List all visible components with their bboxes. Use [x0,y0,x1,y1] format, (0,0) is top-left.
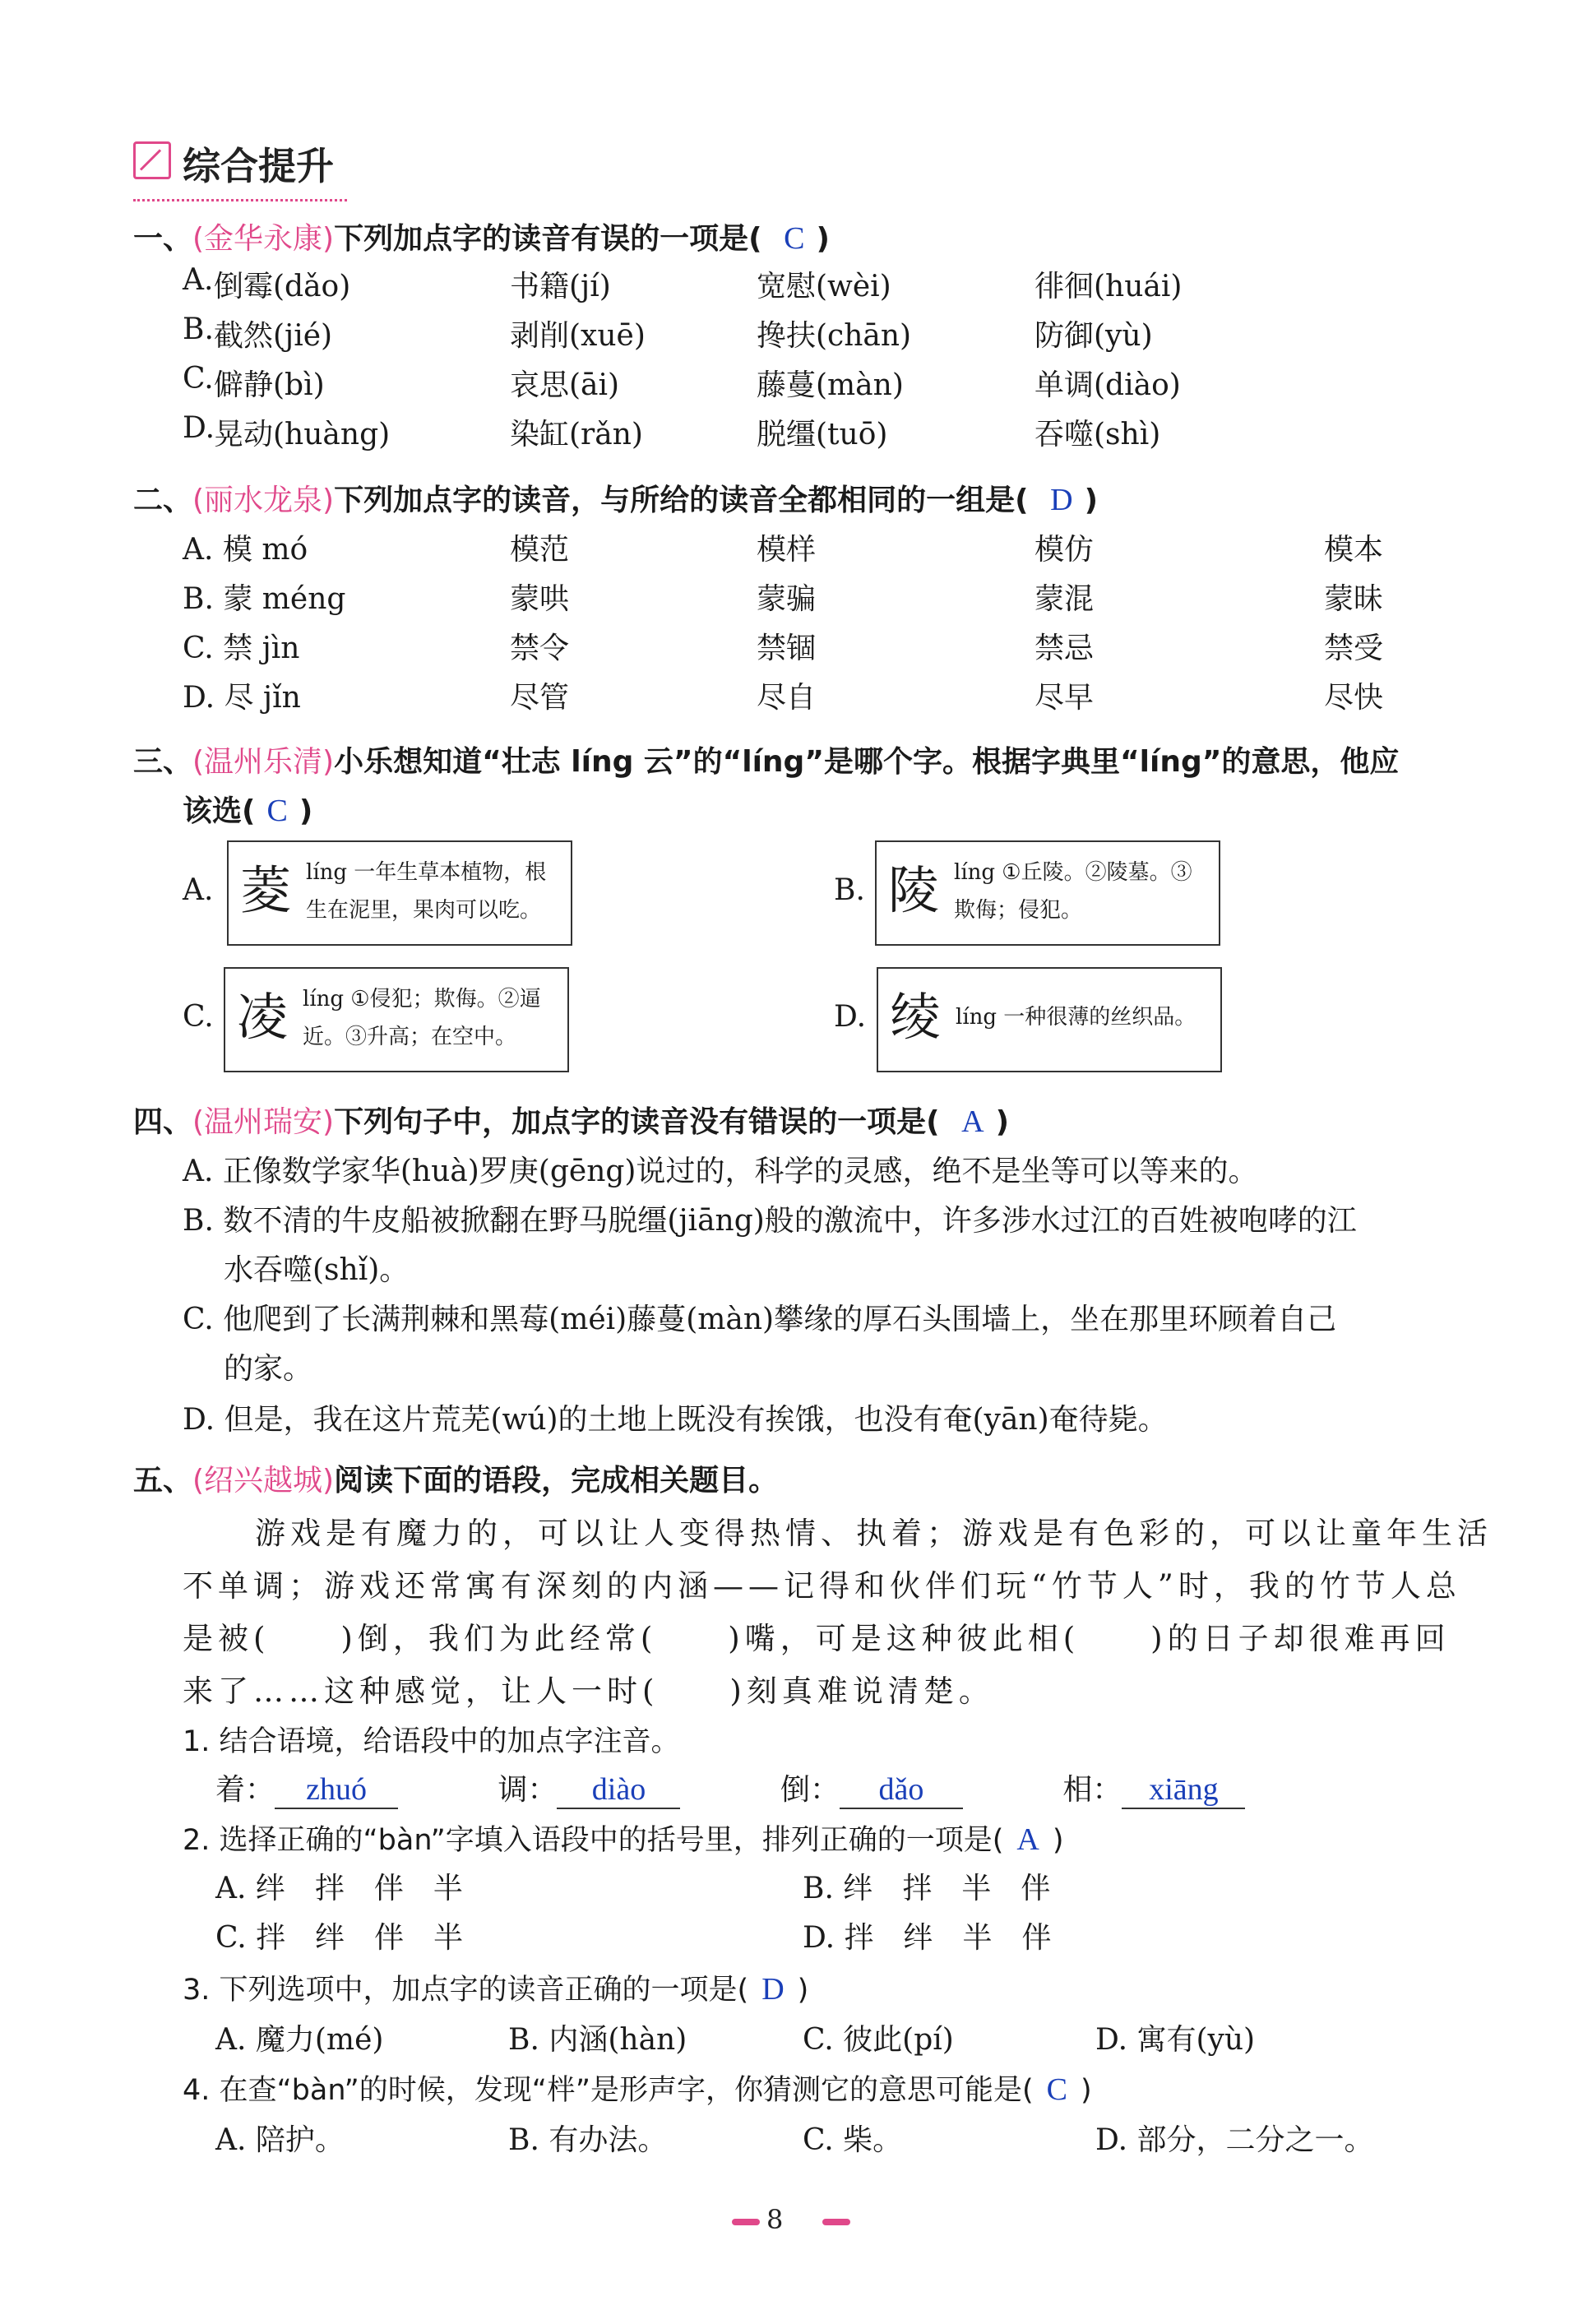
page-number-right-bar [822,2219,850,2225]
q5-stem: 五、(绍兴越城)阅读下面的语段，完成相关题目。 [133,1464,779,1498]
dict-entry-d: 绫 líng 一种很薄的丝织品。 [877,967,1222,1072]
dict-entry-a: 菱 líng 一年生草本植物，根生在泥里，果肉可以吃。 [227,840,572,946]
q4-answer: A [961,1104,984,1139]
q5-sub2-answer: A [1016,1822,1039,1857]
q5-sub3-stem: 3. 下列选项中，加点字的读音正确的一项是( D ) [183,1972,809,2007]
section-title: 综合提升 [183,144,334,188]
pencil-note-icon [133,141,171,179]
q5-sub4-stem: 4. 在查“bàn”的时候，发现“柈”是形声字，你猜测它的意思可能是( C ) [183,2072,1092,2107]
q5-sub2-stem: 2. 选择正确的“bàn”字填入语段中的括号里，排列正确的一项是( A ) [183,1822,1064,1857]
q5-sub3-answer: D [761,1972,785,2007]
q3-stem-line2: 该选( C ) [183,794,313,828]
page-number: 8 [766,2204,784,2235]
q3-stem: 三、(温州乐清)小乐想知道“壮志 líng 云”的“líng”是哪个字。根据字典里“líng”的意思，他应 [133,745,1400,779]
q5-sub1-stem: 1. 结合语境，给语段中的加点字注音。 [183,1725,680,1758]
q5-sub4-answer: C [1046,2072,1067,2107]
page-number-left-bar [732,2219,760,2225]
dict-entry-b: 陵 líng ①丘陵。②陵墓。③欺侮；侵犯。 [875,840,1220,946]
q1-answer: C [784,221,805,256]
q3-answer: C [266,794,288,828]
worksheet-page: 综合提升 一、(金华永康)下列加点字的读音有误的一项是( C ) A. 倒霉(dǎo) 书籍(jí) 宽慰(wèi) 徘徊(huái) B. 截然(jié) 剥削(xuē) 搀扶(chān) 防御(yù) C. 僻静(bì) 哀思(āi) 藤蔓(màn) 单调(diào) D. 晃动(huàng) 染缸(rǎn) 脱缰(tuō) 吞噬(shì) 二、(丽水龙泉)下列加点字的读音，与所给的读音全都相同的一组是( D ) A. 模 mó 模范 模样 模仿 模本 B. 蒙 méng 蒙哄 蒙骗 蒙混 蒙昧 C. 禁 jìn 禁令 禁锢 禁忌 禁受 D. 尽 jǐn 尽管 尽自 尽早 尽快 三、(温州乐清)小乐想知道“壮志 líng 云”的“líng”是哪个字。根据字典里“líng”的意思，他应 该选( C ) A. 菱 líng 一年生草本植物，根生在泥里，果肉可以吃。 B. 陵 líng ①丘陵。②陵墓。③欺侮；侵犯。 C. 凌 líng ①侵犯；欺侮。②逼近。③升高；在空中。 D. 绫 líng 一种很薄的丝织品。 四、(温州瑞安)下列句子中，加点字的读音没有错误的一项是( A ) A. 正像数学家华(huà)罗庚(gēng)说过的，科学的灵感，绝不是坐等可以等来的。 B. 数不清的牛皮船被掀翻在野马脱缰(jiāng)般的激流中，许多涉水过江的百姓被咆哮的江 水吞噬(shǐ)。 C. 他爬到了长满荆棘和黑莓(méi)藤蔓(màn)攀缘的厚石头围墙上，坐在那里环顾着自己 的家。 D. 但是，我在这片荒芜(wú)的土地上既没有挨饿，也没有奄(yān)奄待毙。 五、(绍兴越城)阅读下面的语段，完成相关题目。 游戏是有魔力的，可以让人变得热情、执着；游戏是有色彩的，可以让童年生活 不单调；游戏还常寓有深刻的内涵——记得和伙伴们玩“竹节人”时，我的竹节人总 是被( )倒，我们为此经常( )嘴，可是这种彼此相( )的日子却很难再回 来了……这种感觉，让人一时( )刻真难说清楚。 1. 结合语境，给语段中的加点字注音。 着： zhuó 调： diào 倒： dǎo 相： xiāng 2. 选择正确的“bàn”字填入语段中的括号里，排列正确的一项是( A ) A. 绊 拌 伴 半 B. 绊 拌 半 伴 C. 拌 绊 伴 半 D. 拌 绊 半 伴 3. 下列选项中，加点字的读音正确的一项是( D ) A. 魔力(mé) B. 内涵(hàn) C. 彼此(pí) D. 寓有(yù) 4. 在查“bàn”的时候，发现“柈”是形声字，你猜测它的意思可能是( C ) A. 陪护。 B. 有办法。 C. 柴。 D. 部分，二分之一。 8 [0,0,1583,2324]
q5-sub1-answers: 着： zhuó 调： diào 倒： dǎo 相： xiāng [215,1766,1245,1809]
q4-stem: 四、(温州瑞安)下列句子中，加点字的读音没有错误的一项是( A ) [133,1104,1010,1139]
q2-answer: D [1050,483,1073,517]
dict-entry-c: 凌 líng ①侵犯；欺侮。②逼近。③升高；在空中。 [224,967,569,1072]
title-underline [133,191,347,201]
q2-stem: 二、(丽水龙泉)下列加点字的读音，与所给的读音全都相同的一组是( D ) [133,483,1099,517]
q1-stem: 一、(金华永康)下列加点字的读音有误的一项是( C ) [133,221,830,256]
